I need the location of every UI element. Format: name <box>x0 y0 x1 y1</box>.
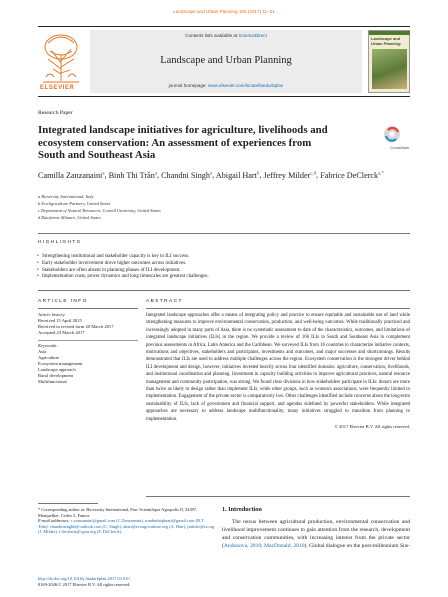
affiliation-item: b EcoAgriculture Partners, United States <box>38 200 111 206</box>
corresponding-author-footnote <box>38 507 216 535</box>
history-heading: Article history: <box>38 312 66 317</box>
keywords-heading: Keywords: <box>38 343 58 348</box>
author-affiliation-marker[interactable]: a <box>102 171 105 176</box>
author-name: Camilla Zanzanaini <box>38 170 103 180</box>
email-label: E-mail addresses: <box>38 518 71 524</box>
publisher-name: ELSEVIER <box>40 85 75 91</box>
author-name: Chandni Singh <box>161 170 210 180</box>
homepage-line <box>90 83 362 88</box>
publication-info <box>38 576 216 588</box>
footnote-text: * Corresponding author at: Bioversity International, Parc Scientifique Agropolis II, 34397, Montpellier, Cedex 5, France. <box>38 507 198 518</box>
journal-masthead <box>38 26 410 97</box>
doi-link[interactable]: http://dx.doi.org/10.1016/j.landurbplan.2017.03.010 <box>38 576 130 581</box>
running-head: Landscape and Urban Planning 165 (2017) 11–21 <box>173 9 275 14</box>
divider-top <box>38 233 410 234</box>
footnote-emails <box>38 518 216 535</box>
highlight-item: • Implementation costs, power dynamics and long timescales are greatest challenges. <box>38 274 410 281</box>
abstract <box>146 312 410 431</box>
elsevier-tree-logo <box>38 29 84 87</box>
divider-info <box>38 308 138 309</box>
affiliation-item: c Department of Natural Resources, Cornell University, United States <box>38 207 161 213</box>
keyword-item: Agriculture <box>38 355 60 360</box>
highlights-list <box>38 254 410 281</box>
introduction-heading: 1. Introduction <box>222 506 262 513</box>
history-list <box>38 318 138 336</box>
cover-landscape-image <box>372 49 407 89</box>
author-name: Abigail Hart <box>215 170 257 180</box>
highlights-label: HIGHLIGHTS <box>38 240 82 245</box>
issn-line: 0169-2046/© 2017 Elsevier B.V. All rights reserved. <box>38 581 131 587</box>
author-entry[interactable] <box>38 171 104 180</box>
author-affiliation-marker[interactable]: a <box>209 171 213 176</box>
journal-title: Landscape and Urban Planning <box>160 55 292 66</box>
divider-keywords <box>38 340 138 341</box>
homepage-prefix: journal homepage: <box>168 83 208 88</box>
affiliation-item: d Rainforest Alliance, United States <box>38 214 101 220</box>
intro-citation-link[interactable]: Andonova, 2010; MacDonald, 2010 <box>223 543 305 549</box>
history-item: Received 15 April 2015 <box>38 318 82 323</box>
keyword-item: Asia <box>38 349 47 354</box>
keyword-item: Landscape approach <box>38 367 76 372</box>
author-entry[interactable] <box>320 171 384 180</box>
history-item: Accepted 23 March 2017 <box>38 330 85 335</box>
author-entry[interactable] <box>263 171 316 180</box>
divider-highlights <box>38 290 410 291</box>
keyword-item: Multifunctional <box>38 379 67 384</box>
journal-homepage-link[interactable]: www.elsevier.com/locate/landurbplan <box>208 83 284 88</box>
affiliation-item: a Bioversity International, Italy <box>38 194 94 199</box>
author-name: Jeffrey Milder <box>263 170 311 180</box>
article-info <box>38 312 138 385</box>
footnote-rule <box>38 503 98 504</box>
journal-cover-thumbnail <box>368 30 410 93</box>
author-name: Fabrice DeClerck <box>320 170 379 180</box>
sciencedirect-link[interactable]: ScienceDirect <box>238 33 267 38</box>
author-affiliation-marker[interactable]: b <box>256 171 260 176</box>
highlight-item: • Early stakeholder involvement drove higher outcomes across initiatives. <box>38 261 410 268</box>
divider-abstract-end <box>146 496 410 497</box>
author-name: Binh Thi Trần <box>108 170 155 180</box>
keyword-item: Ecosystem management <box>38 361 83 366</box>
author-entry[interactable] <box>216 171 260 180</box>
cover-title: Landscape and Urban Planning <box>371 36 401 46</box>
highlight-item: • Stakeholders are often absent in planning phases of ILI development. <box>38 268 410 275</box>
article-info-label: ARTICLE INFO <box>38 299 88 304</box>
article-type: Research Paper <box>38 110 73 116</box>
keywords-list <box>38 349 138 385</box>
article-title: Integrated landscape initiatives for agriculture, livelihoods and ecosystem conservation: An assessment of experiences from South and Southeast Asia <box>38 124 328 162</box>
affiliation-list <box>38 194 378 222</box>
author-entry[interactable] <box>161 171 212 180</box>
abstract-copyright: © 2017 Elsevier B.V. All rights reserved. <box>334 424 410 430</box>
contents-prefix: Contents lists available at <box>185 33 239 38</box>
keyword-item: Rural development <box>38 373 74 378</box>
author-list: Camilla Zanzanaini$^a$, Binh Thi Trần$^a$, Chandni Singh$^a$, Abigail Hart$^b$, Jeffrey Milder$^{c,d}$, Fabrice DeClerck$^{a,*}$ <box>38 170 384 180</box>
intro-text-after: ). Global dialogue on the post-millennium Sus- <box>304 543 411 549</box>
abstract-text: Integrated landscape approaches offer a means of integrating policy and practice to ensure equitable and sustainable use of land while strengthening measures to improve environmental conservation, production, and well-being outcomes. While traditionally practiced and increasingly adopted in many parts of Asia, there is no systematic assessment to date of the characteristics, outcomes, and limitations of integrated landscape initiatives (ILIs) in the region. We provide a review of 166 ILIs in South and Southeast Asia to complement previous assessments in Africa, Latin America and the Caribbean. We surveyed ILIs from 16 countries to characterize initiative contexts, motivations and objectives, stakeholders and participants, investments and outcomes, and major successes and shortcomings. Results demonstrated that ILIs are used to address multiple challenges across the region. Ecosystem conservation is the strongest driver behind ILI development and design, however, initiatives invested heavily across four identified domains: agriculture, conservation, livelihoods, and institutional coordination and planning. Investment in capacity building activities to improve agricultural practices, natural resource management and community participation, was strong. We found clear divisions in how stakeholders participate in ILIs: donors are more than twice as likely to design rather than implement ILIs, while other groups, such as women's associations, were frequently limited to implementation. Engagement of the private sector is comparatively low. Other challenges identified include concerns about the long-term sustainability of ILIs, lack of government and financial support, and agendas sidelined by powerful stakeholders. While integrated approaches are necessary to address landscape multifunctionality, many initiatives struggled to transition from planning to implementation. <box>146 313 410 422</box>
crossmark-label: CrossMark <box>390 145 410 150</box>
contents-line <box>90 33 362 38</box>
history-item: Received in revised form 20 March 2017 <box>38 324 114 329</box>
author-affiliation-marker[interactable]: a,* <box>378 171 384 176</box>
email-addresses[interactable]: c.zanzanaini@gmail.com (C.Zanzanaini), tranbinhtqbnatt@gmail.com (B.T. Trần), chandnisinghb@outlook.com (C. Singh), ahart@ecoagriculture.org (A. Hart), jmilder@ra.org (J. Milder), f.declerck@cgiar.org (F. DeClerck). <box>38 518 215 535</box>
author-affiliation-marker[interactable]: a <box>154 171 157 176</box>
introduction-text <box>222 518 410 550</box>
divider-abstract <box>146 308 410 309</box>
cover-top-band <box>369 31 410 35</box>
author-entry[interactable] <box>109 171 157 180</box>
author-affiliation-marker[interactable]: c,d <box>310 171 317 176</box>
abstract-label: ABSTRACT <box>146 299 183 304</box>
intro-text-before: The nexus between agricultural production, environmental conservation and livelihood improvement continues to gain attention from the research, development and conservation communities, with increasing interest from the private sector ( <box>222 519 410 549</box>
highlight-item: • Strengthening institutional and stakeholder capacity is key to ILI success. <box>38 254 410 261</box>
